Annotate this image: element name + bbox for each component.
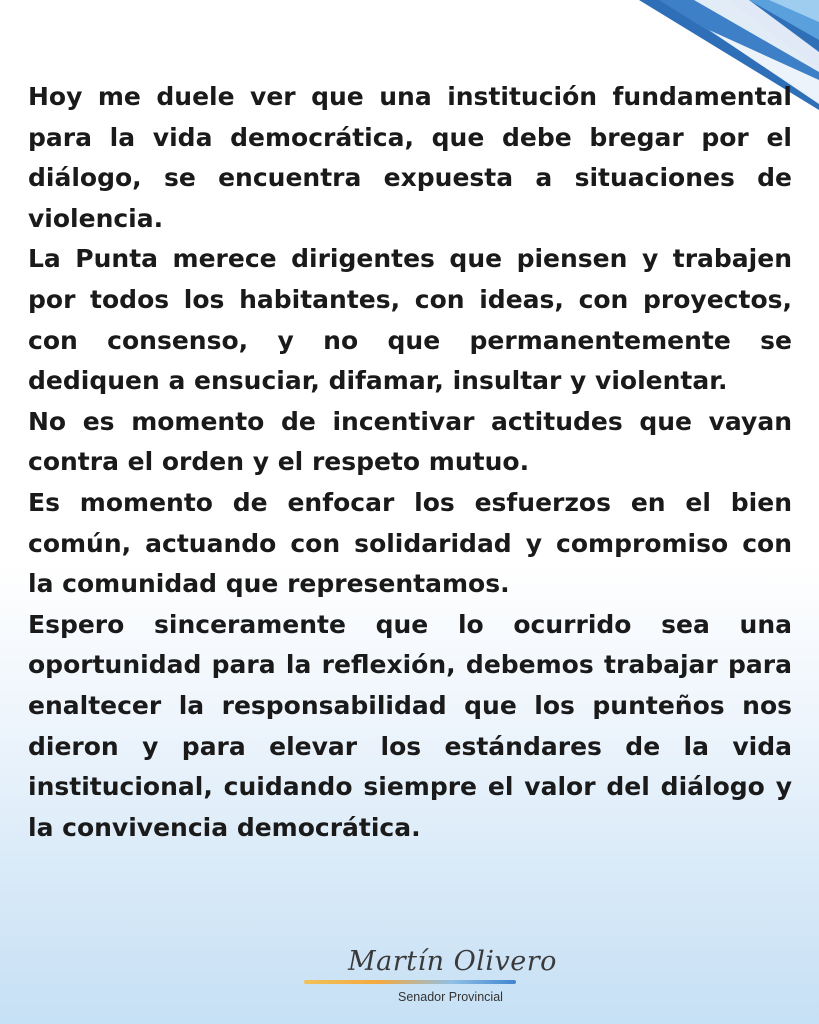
signature-block: [300, 938, 557, 1008]
paragraph-5: Espero sinceramente que lo ocurrido sea una oportunidad para la reflexión, debemos trabajar para enaltecer la responsabilidad que los punteños nos dieron y para elevar los estándares de la vida institucional, cuidando siempre el valor del diálogo y la convivencia democrática.: [28, 609, 792, 842]
paragraph-3: No es momento de incentivar actitudes que vayan contra el orden y el respeto mutuo.: [28, 406, 792, 477]
statement-text: [28, 77, 792, 848]
paragraph-4: Es momento de enfocar los esfuerzos en el bien común, actuando con solidaridad y compromiso con la comunidad que representamos.: [28, 487, 792, 599]
signature-title: Senador Provincial: [398, 990, 503, 1004]
paragraph-1: Hoy me duele ver que una institución fundamental para la vida democrática, que debe bregar por el diálogo, se encuentra expuesta a situaciones de violencia.: [28, 82, 792, 233]
signature-name: Martín Olivero: [348, 946, 557, 977]
signature-divider: [304, 980, 516, 984]
paragraph-2: La Punta merece dirigentes que piensen y trabajen por todos los habitantes, con ideas, con proyectos, con consenso, y no que permanentemente se dediquen a ensuciar, difamar, insultar y violentar.: [28, 244, 792, 396]
